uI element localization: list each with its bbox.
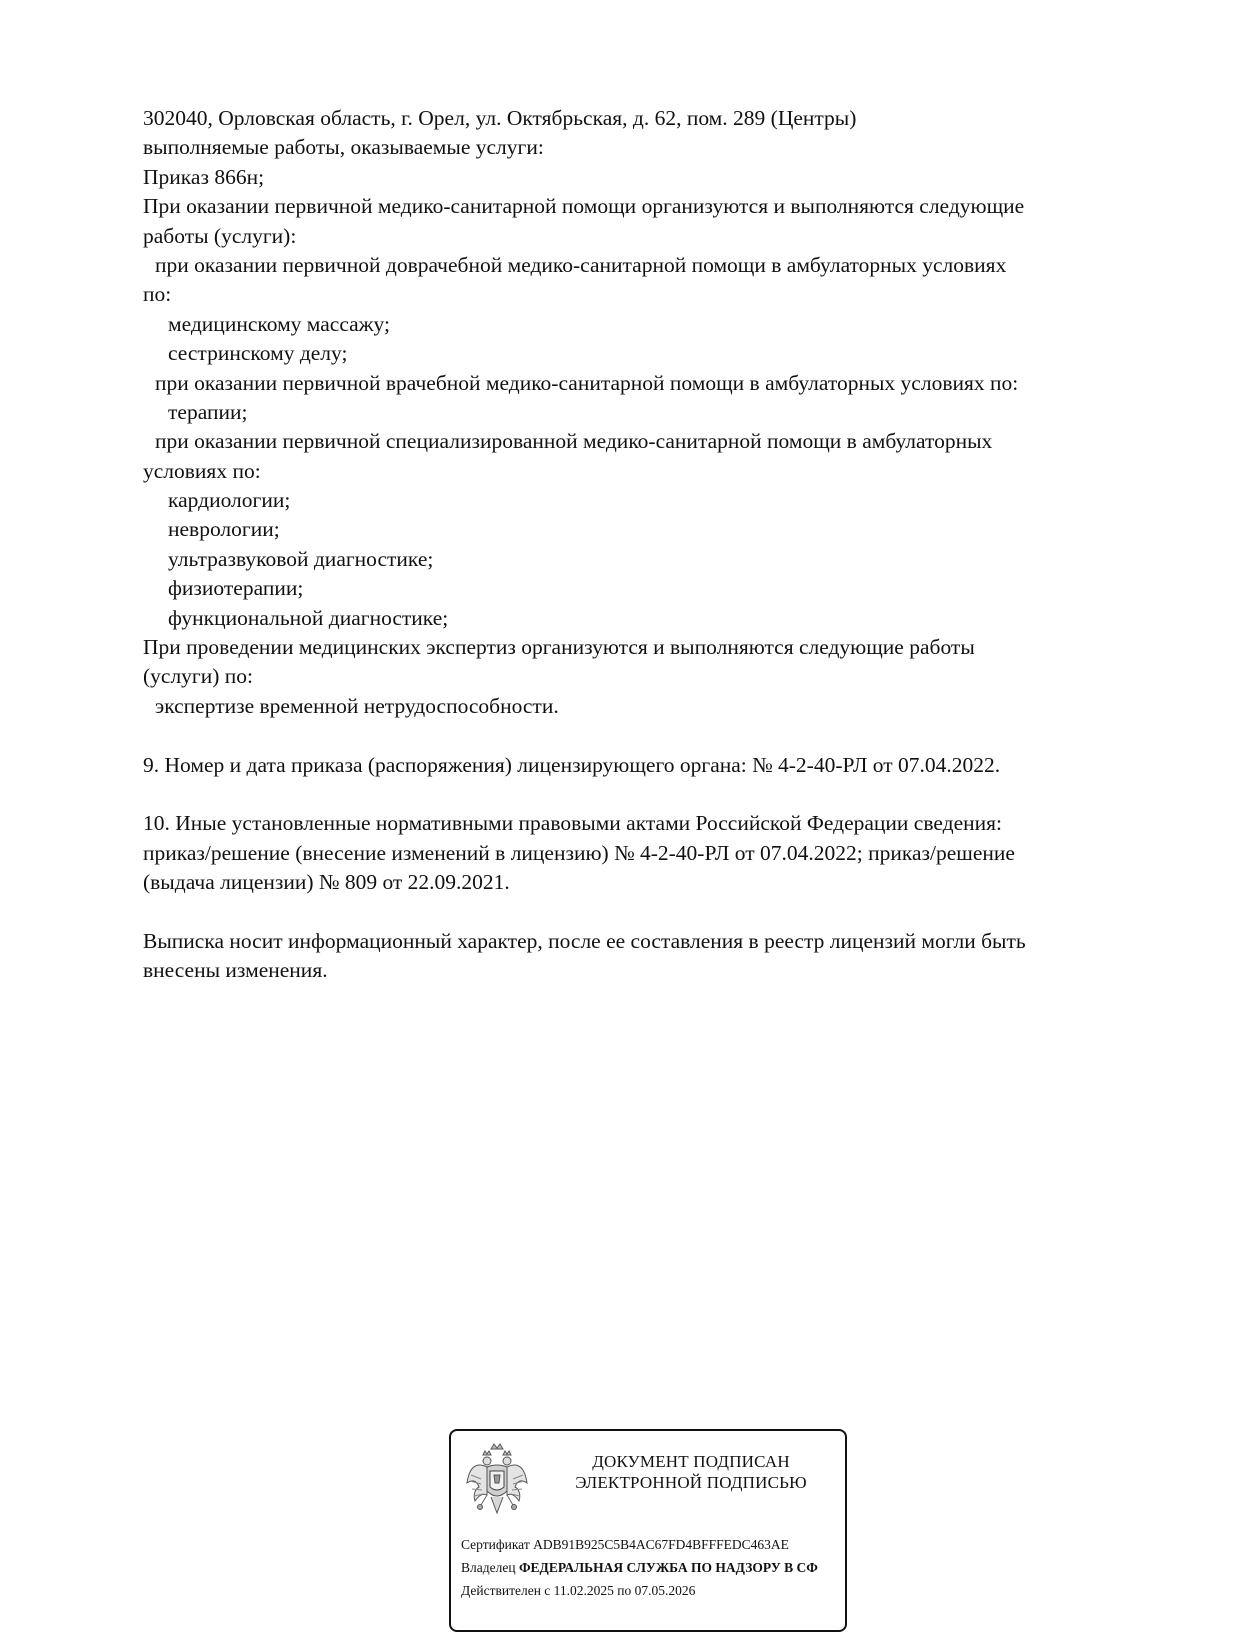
text-line: выполняемые работы, оказываемые услуги: — [143, 135, 544, 160]
text-line: условиях по: — [143, 458, 261, 483]
text-line: экспертизе временной нетрудоспособности. — [155, 693, 559, 718]
text-line: при оказании первичной специализированной медико-санитарной помощи в амбулаторных — [155, 429, 993, 454]
text-line: Приказ 866н; — [143, 164, 265, 189]
document-body — [143, 104, 1143, 986]
paragraph-gap — [143, 898, 1143, 927]
text-line: приказ/решение (внесение изменений в лицензию) № 4-2-40-РЛ от 07.04.2022; приказ/решение — [143, 840, 1015, 865]
stamp-details — [461, 1533, 847, 1602]
text-line: ультразвуковой диагностике; — [168, 546, 434, 571]
text-line: при оказании первичной врачебной медико-санитарной помощи в амбулаторных условиях по: — [155, 370, 1019, 395]
text-line: сестринскому делу; — [168, 341, 348, 366]
stamp-title-line1: ДОКУМЕНТ ПОДПИСАН — [592, 1452, 790, 1471]
text-line: медицинскому массажу; — [168, 311, 390, 336]
certificate-label: Сертификат — [461, 1537, 530, 1552]
text-line: При проведении медицинских экспертиз организуются и выполняются следующие работы — [143, 635, 975, 660]
text-line: функциональной диагностике; — [168, 605, 449, 630]
text-line: 302040, Орловская область, г. Орел, ул. Октябрьская, д. 62, пом. 289 (Центры) — [143, 106, 857, 130]
paragraph-gap — [143, 721, 1143, 750]
owner-label: Владелец — [461, 1560, 516, 1575]
text-line: (выдача лицензии) № 809 от 22.09.2021. — [143, 870, 510, 895]
text-line: Выписка носит информационный характер, после ее составления в реестр лицензий могли быть — [143, 928, 1026, 953]
paragraph-gap — [143, 780, 1143, 809]
validity-line: Действителен с 11.02.2025 по 07.05.2026 — [461, 1583, 696, 1598]
electronic-signature-stamp — [449, 1429, 847, 1632]
russian-coat-of-arms-icon — [463, 1439, 531, 1523]
certificate-value: ADB91B925C5B4AC67FD4BFFFEDC463AE — [533, 1537, 789, 1552]
text-line: (услуги) по: — [143, 664, 254, 689]
stamp-title-line2: ЭЛЕКТРОННОЙ ПОДПИСЬЮ — [575, 1473, 807, 1492]
text-line: по: — [143, 282, 172, 307]
text-line: внесены изменения. — [143, 958, 328, 983]
text-line: физиотерапии; — [168, 576, 304, 601]
text-line: неврологии; — [168, 517, 280, 542]
stamp-title — [541, 1451, 841, 1493]
text-line: при оказании первичной доврачебной медико-санитарной помощи в амбулаторных условиях — [155, 252, 1007, 277]
text-line: работы (услуги): — [143, 223, 297, 248]
owner-line — [461, 1556, 847, 1579]
text-line: При оказании первичной медико-санитарной помощи организуются и выполняются следующие — [143, 194, 1025, 219]
text-line: кардиологии; — [168, 488, 291, 513]
text-line: 10. Иные установленные нормативными правовыми актами Российской Федерации сведения: — [143, 811, 1002, 836]
text-line: терапии; — [168, 399, 248, 424]
text-line: 9. Номер и дата приказа (распоряжения) лицензирующего органа: № 4-2-40-РЛ от 07.04.2022. — [143, 752, 1001, 777]
owner-value: ФЕДЕРАЛЬНАЯ СЛУЖБА ПО НАДЗОРУ В СФ — [518, 1560, 818, 1575]
certificate-line — [461, 1533, 847, 1556]
